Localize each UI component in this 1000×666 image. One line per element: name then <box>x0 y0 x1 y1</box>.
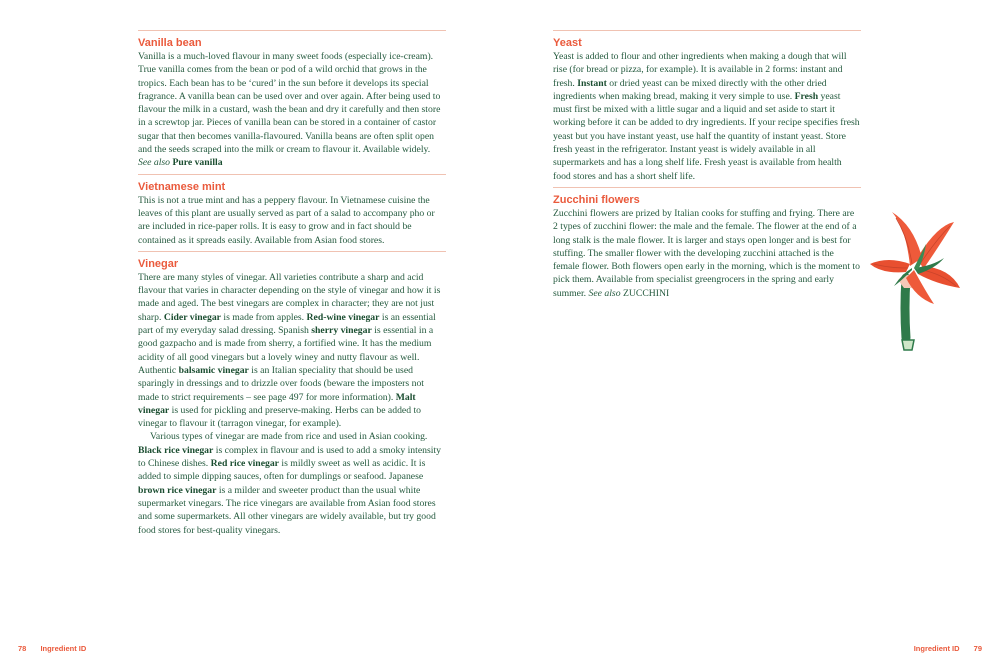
text-run: is essential in a good gazpacho and is made from sherry, a fortified wine. It has the medium acidity of all good vinegars but a lovely winey and nutty flavour as well. Authentic <box>138 325 434 376</box>
text-run: Various types of vinegar are made from rice and used in Asian cooking. <box>150 431 428 443</box>
entry-paragraph <box>138 50 446 170</box>
entry-paragraph <box>553 207 861 300</box>
entry-zucchini-flowers <box>553 187 861 300</box>
entry-paragraph <box>138 430 446 536</box>
entry-paragraph <box>138 271 446 431</box>
entry-vietnamese-mint <box>138 174 446 247</box>
footer-right <box>908 644 988 653</box>
text-run: or dried yeast can be mixed directly with the other dried ingredients when making bread, making it very simple to use. <box>553 77 827 102</box>
entry-paragraph <box>138 194 446 247</box>
entry-heading: Yeast <box>553 37 582 49</box>
entry-vanilla-bean <box>138 30 446 170</box>
bold-term: Malt vinegar <box>138 391 416 416</box>
text-run: ZUCCHINI <box>620 287 670 299</box>
text-run: yeast must first be mixed with a little sugar and a liquid and set aside to start it working before it can be added to dry ingredients. If your recipe specifies fresh yeast but you have instant yeast, use half the quantity of instant yeast. Store fresh yeast in the refrigerator. Instant yeast is widely available in all supermarkets and has a long shelf life. Fresh yeast is available from health food stores and has a short shelf life. <box>553 90 860 182</box>
entry-heading: Zucchini flowers <box>553 193 640 206</box>
entry-yeast <box>553 30 861 183</box>
bold-term: Black rice vinegar <box>138 444 214 456</box>
text-run: is a milder and sweeter product than the usual white supermarket vinegars. The rice vinegars are available from Asian food stores and some supermarkets. All other vinegars are widely available, but try good food stores for best-quality vinegars. <box>138 484 436 536</box>
text-run: This is not a true mint and has a peppery flavour. In Vietnamese cuisine the leaves of this plant are usually served as part of a salad to accompany pho or are included in rice-paper rolls. It is easy to grow and in fact should be contained as it spreads easily. Available from Asian food stores. <box>138 194 435 246</box>
italic-text: See also <box>138 157 171 169</box>
text-run: is an essential part of my everyday salad dressing. Spanish <box>138 311 436 337</box>
text-run: Zucchini flowers are prized by Italian cooks for stuffing and frying. There are 2 types of zucchini flower: the male and the female. The flower at the end of a long stalk is the male flower. It is larger and stays open longer and is best for stuffing. The smaller flower with the developing zucchini attached is the female flower. Both flowers open early in the morning, which is the moment to pick them. Available from specialist greengrocers in the spring and early summer. <box>553 207 860 299</box>
text-run: Yeast is added to flour and other ingredients when making a dough that will rise (for bread or pizza, for example). It is available in 2 forms: instant and fresh. <box>553 51 847 89</box>
italic-text: See also <box>588 287 621 299</box>
bold-term: Instant <box>577 77 607 89</box>
text-run: There are many styles of vinegar. All varieties contribute a sharp and acid flavour that varies in character depending on the style of vinegar and how it is made and aged. The best vinegars are complex in character; they are not just sharp. <box>138 271 441 323</box>
text-run: Vanilla is a much-loved flavour in many sweet foods (especially ice-cream). True vanilla comes from the bean or pod of a wild orchid that grows in the tropics. Each bean has to be ‘cured’ in the sun before it develops its special fragrance. A vanilla bean can be used over and over again. After being used to flavour the milk in a custard, wash the bean and dry it carefully and then store in a screwtop jar. Pieces of vanilla bean can be stored in a container of castor sugar that then becomes vanilla-flavoured. Vanilla beans are often split open and the seeds scraped into the milk or cream to flavour it. Available widely. <box>138 51 441 156</box>
bold-term: sherry vinegar <box>311 325 372 337</box>
entry-paragraph <box>553 50 861 183</box>
footer-left <box>12 644 92 653</box>
text-run: is made from apples. <box>220 311 307 323</box>
bold-term: brown rice vinegar <box>138 484 217 496</box>
bold-term: Fresh <box>794 90 819 102</box>
entry-heading: Vanilla bean <box>138 37 202 49</box>
text-run: is mildly sweet as well as acidic. It is added to simple dipping sauces, often for dumplings or seafood. Japanese <box>138 458 426 483</box>
entry-vinegar <box>138 251 446 537</box>
text-run: is complex in flavour and is used to add a smoky intensity to Chinese dishes. <box>138 444 441 470</box>
left-page-number: 78 <box>18 644 27 653</box>
left-section-label: Ingredient ID <box>40 644 87 653</box>
zucchini-flower-icon <box>866 208 962 354</box>
right-page-number: 79 <box>973 644 982 653</box>
text-run: is used for pickling and preserve-making. Herbs can be added to vinegar to flavour it (tarragon vinegar, for example). <box>138 404 422 430</box>
bold-term: Cider vinegar <box>163 311 221 323</box>
left-page-column <box>138 30 446 541</box>
text-run: is an Italian speciality that should be used sparingly in dressings and to drizzle over foods (beware the imposters not made to strict requirements – see page 497 for more information). <box>138 364 424 403</box>
bold-term: Red-wine vinegar <box>306 311 380 323</box>
entry-heading: Vinegar <box>138 257 179 270</box>
entry-heading: Vietnamese mint <box>138 180 226 193</box>
bold-term: balsamic vinegar <box>178 364 249 376</box>
right-page-column <box>553 30 861 304</box>
bold-term: Pure vanilla <box>172 157 223 169</box>
bold-term: Red rice vinegar <box>210 458 279 470</box>
right-section-label: Ingredient ID <box>913 644 960 653</box>
